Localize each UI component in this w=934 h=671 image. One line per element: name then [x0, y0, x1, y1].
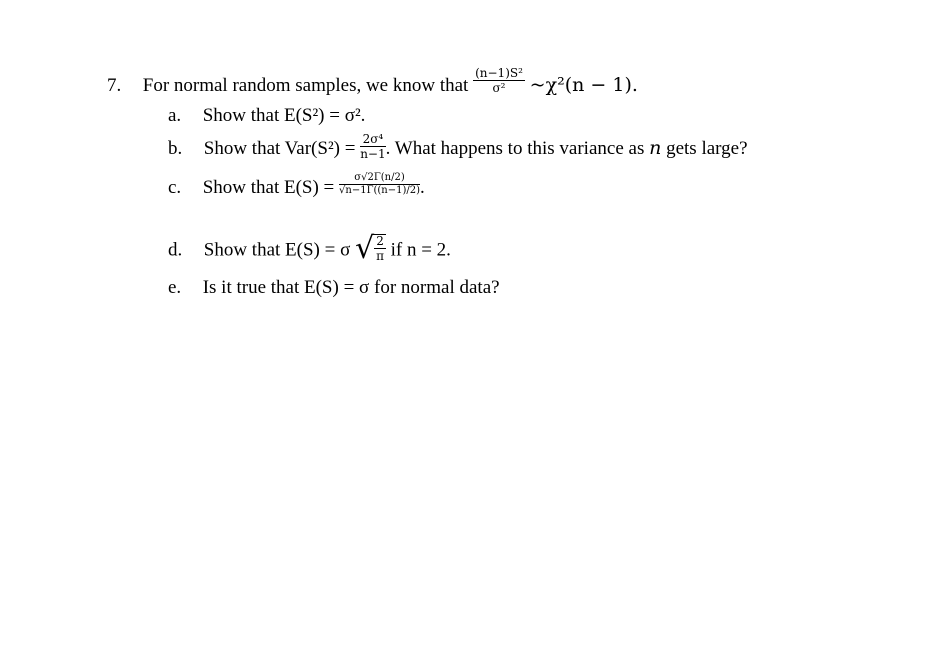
item-d-sqrt: [355, 231, 386, 266]
item-d-label: d.: [168, 239, 183, 261]
item-c-numerator: σ√2Γ(n/2): [339, 173, 420, 185]
item-c: [168, 172, 425, 200]
item-b-post: . What happens to this variance as: [385, 137, 645, 159]
item-a-label: a.: [168, 105, 182, 126]
item-b-label: b.: [168, 137, 183, 159]
item-d: [168, 231, 451, 266]
sqrt-sign: √: [355, 231, 375, 266]
item-b-denominator: n−1: [360, 147, 386, 161]
item-b-numerator: 2σ⁴: [360, 133, 385, 147]
item-b-end: gets large?: [666, 137, 748, 159]
problem-number: 7.: [107, 74, 122, 96]
item-c-denominator: √n−1Γ((n−1)/2): [339, 185, 421, 196]
item-c-fraction: [339, 173, 420, 196]
item-e-label: e.: [168, 277, 182, 298]
intro-tail: ~χ²(n − 1).: [529, 73, 638, 96]
intro-fraction-denominator: σ²: [492, 81, 506, 95]
intro-fraction: [473, 67, 525, 94]
item-e-text: Is it true that E(S) = σ for normal data?: [202, 277, 500, 298]
intro-fraction-numerator: (n−1)S²: [475, 66, 523, 80]
item-a: [168, 106, 365, 125]
item-c-label: c.: [168, 176, 182, 198]
item-b-pre: Show that Var(S²) =: [203, 137, 356, 159]
item-d-pre: Show that E(S) = σ: [203, 239, 351, 261]
item-b-fraction: [360, 133, 385, 160]
item-b: [168, 132, 748, 163]
item-a-text: Show that E(S²) = σ².: [202, 105, 366, 126]
item-d-fraction: [374, 235, 386, 262]
item-d-post: if n = 2.: [390, 239, 451, 261]
problem-intro: For normal random samples, we know that: [142, 74, 469, 96]
item-c-post: .: [420, 176, 425, 198]
item-c-pre: Show that E(S) =: [202, 176, 335, 198]
item-b-variable: n: [649, 136, 662, 159]
item-e: [168, 278, 500, 297]
item-d-denominator: π: [376, 249, 384, 263]
item-d-numerator: 2: [376, 234, 384, 248]
problem-7-statement: [107, 66, 638, 100]
